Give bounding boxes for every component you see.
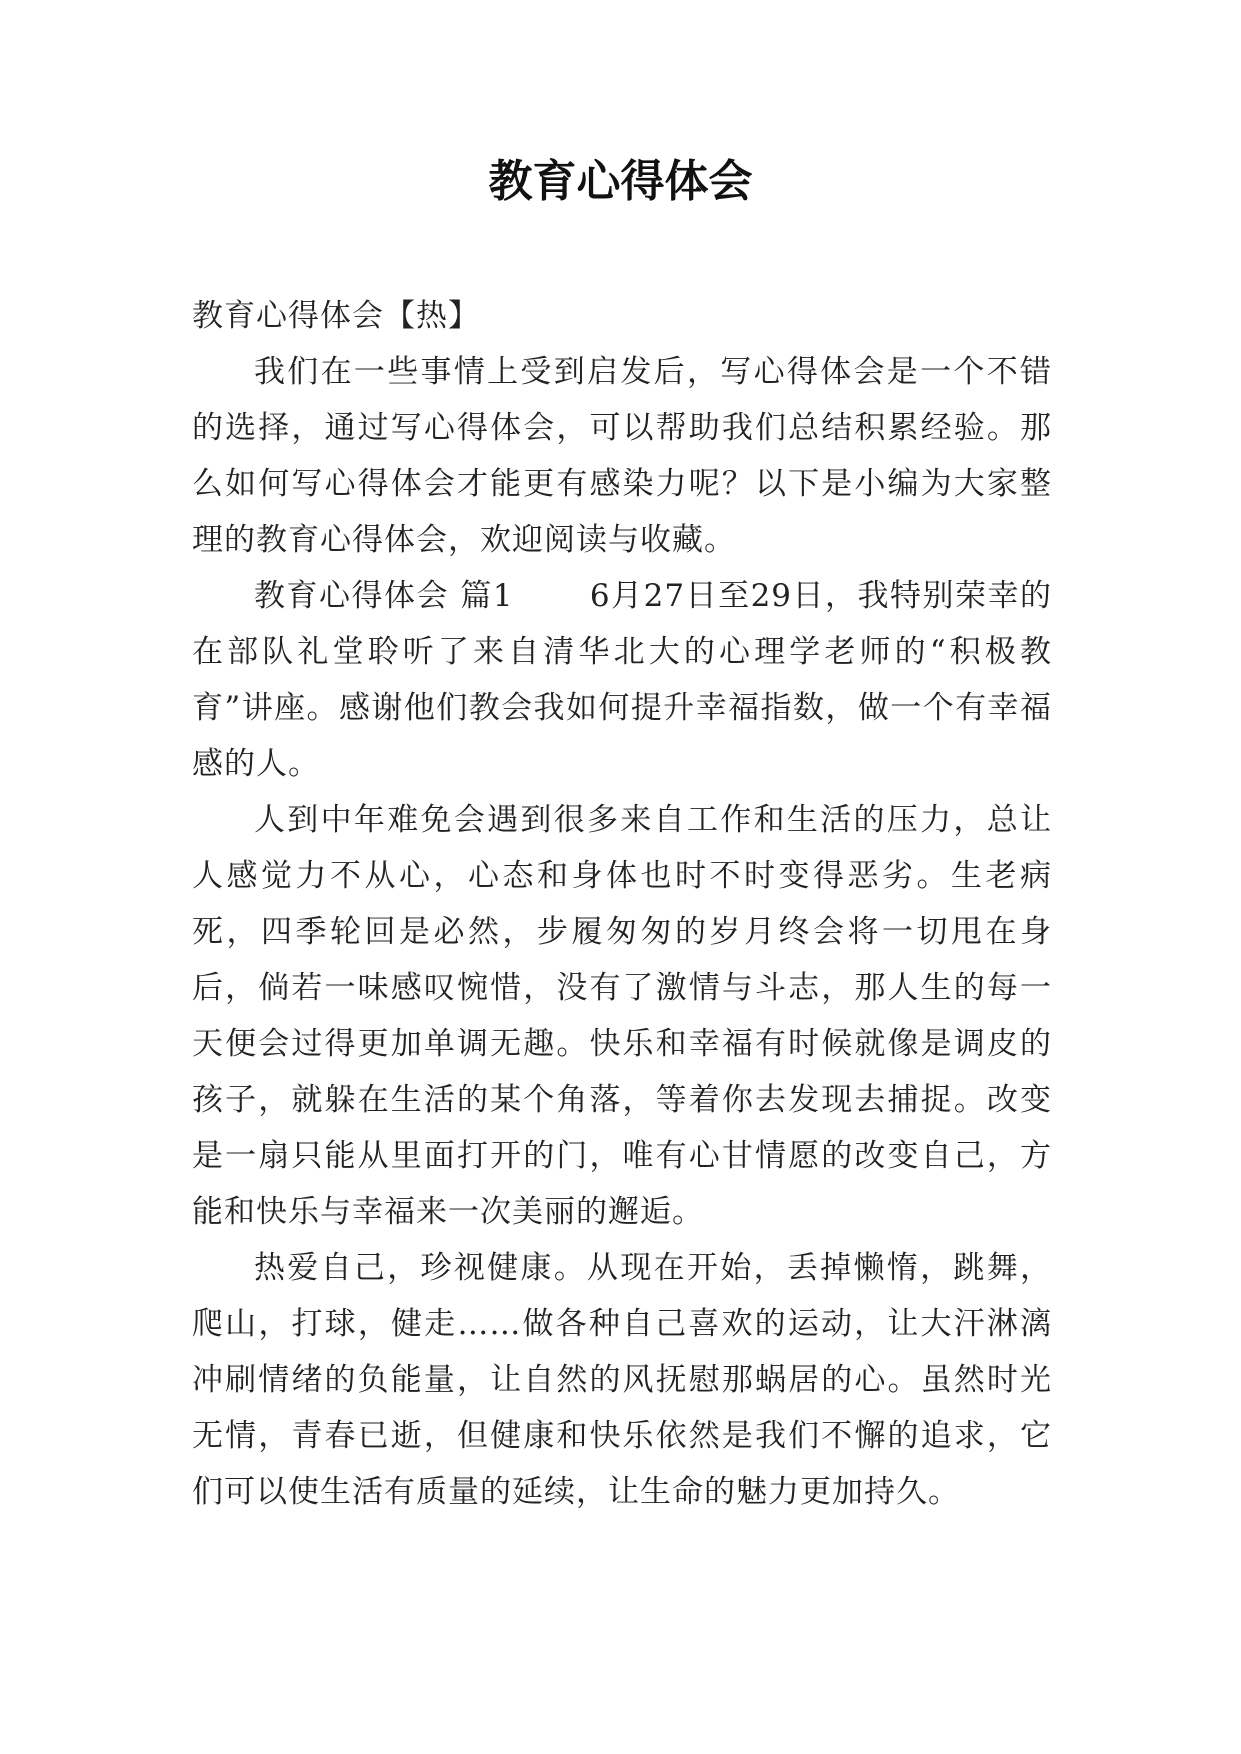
section-1-paragraph: 教育心得体会 篇1 6月27日至29日，我特别荣幸的在部队礼堂聆听了来自清华北大的心理学老师的“积极教育”讲座。感谢他们教会我如何提升幸福指数，做一个有幸福感的人。 — [192, 578, 1052, 782]
article-subheading: 教育心得体会【热】 — [192, 298, 480, 334]
body-paragraph: 人到中年难免会遇到很多来自工作和生活的压力，总让人感觉力不从心，心态和身体也时不时变得恶劣。生老病死，四季轮回是必然，步履匆匆的岁月终会将一切甩在身后，倘若一味感叹惋惜，没有了激情与斗志，那人生的每一天便会过得更加单调无趣。快乐和幸福有时候就像是调皮的孩子，就躲在生活的某个角落，等着你去发现去捕捉。改变是一扇只能从里面打开的门，唯有心甘情愿的改变自己，方能和快乐与幸福来一次美丽的邂逅。 — [192, 802, 1052, 1230]
document-body — [192, 288, 1052, 1520]
body-paragraph: 热爱自己，珍视健康。从现在开始，丢掉懒惰，跳舞，爬山，打球，健走……做各种自己喜欢的运动，让大汗淋漓冲刷情绪的负能量，让自然的风抚慰那蜗居的心。虽然时光无情，青春已逝，但健康和快乐依然是我们不懈的追求，它们可以使生活有质量的延续，让生命的魅力更加持久。 — [192, 1250, 1052, 1510]
intro-paragraph: 我们在一些事情上受到启发后，写心得体会是一个不错的选择，通过写心得体会，可以帮助我们总结积累经验。那么如何写心得体会才能更有感染力呢？以下是小编为大家整理的教育心得体会，欢迎阅读与收藏。 — [192, 354, 1052, 558]
page-title: 教育心得体会 — [488, 156, 753, 207]
